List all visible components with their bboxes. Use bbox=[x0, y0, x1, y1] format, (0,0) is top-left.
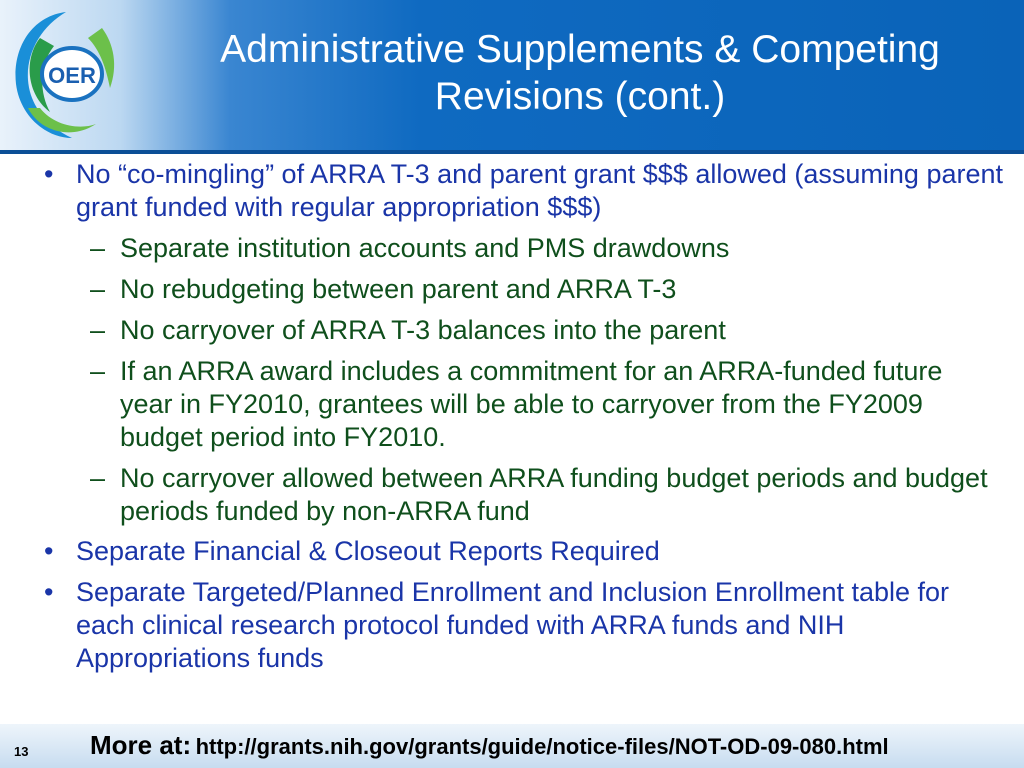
sub-bullet-marker: – bbox=[90, 274, 106, 304]
sub-bullet-item: No carryover of ARRA T-3 balances into the parent bbox=[120, 315, 726, 345]
sub-bullet-item: No rebudgeting between parent and ARRA T-3 bbox=[120, 274, 677, 304]
bullet-item: No “co-mingling” of ARRA T-3 and parent grant $$$ allowed (assuming parent grant funded with regular appropriation $$$) bbox=[76, 159, 1004, 222]
sub-bullet-marker: – bbox=[90, 315, 106, 345]
oer-logo bbox=[10, 8, 122, 142]
bullet-marker: • bbox=[44, 536, 54, 566]
bullet-marker: • bbox=[44, 577, 54, 607]
bullet-marker: • bbox=[44, 159, 54, 189]
more-at-label: More at: bbox=[90, 730, 192, 760]
more-info bbox=[90, 730, 889, 761]
sub-bullet-item: Separate institution accounts and PMS drawdowns bbox=[120, 233, 730, 263]
sub-bullet-item: No carryover allowed between ARRA funding budget periods and budget periods funded by non-ARRA fund bbox=[120, 463, 988, 526]
sub-bullet-marker: – bbox=[90, 463, 106, 493]
bullet-item: Separate Targeted/Planned Enrollment and Inclusion Enrollment table for each clinical research protocol funded with ARRA funds and NIH Appropriations funds bbox=[76, 577, 950, 673]
logo-text: OER bbox=[48, 63, 96, 88]
sub-bullet-item: If an ARRA award includes a commitment for an ARRA-funded future year in FY2010, grantees will be able to carryover from the FY2009 budget period into FY2010. bbox=[120, 356, 943, 452]
slide-title: Administrative Supplements & Competing Revisions (cont.) bbox=[220, 28, 940, 118]
sub-bullet-marker: – bbox=[90, 356, 106, 386]
reference-link[interactable]: http://grants.nih.gov/grants/guide/notice-files/NOT-OD-09-080.html bbox=[195, 734, 889, 759]
bullet-item: Separate Financial & Closeout Reports Required bbox=[76, 536, 660, 566]
sub-bullet-marker: – bbox=[90, 233, 106, 263]
page-number: 13 bbox=[14, 744, 29, 759]
header-divider bbox=[0, 150, 1024, 154]
